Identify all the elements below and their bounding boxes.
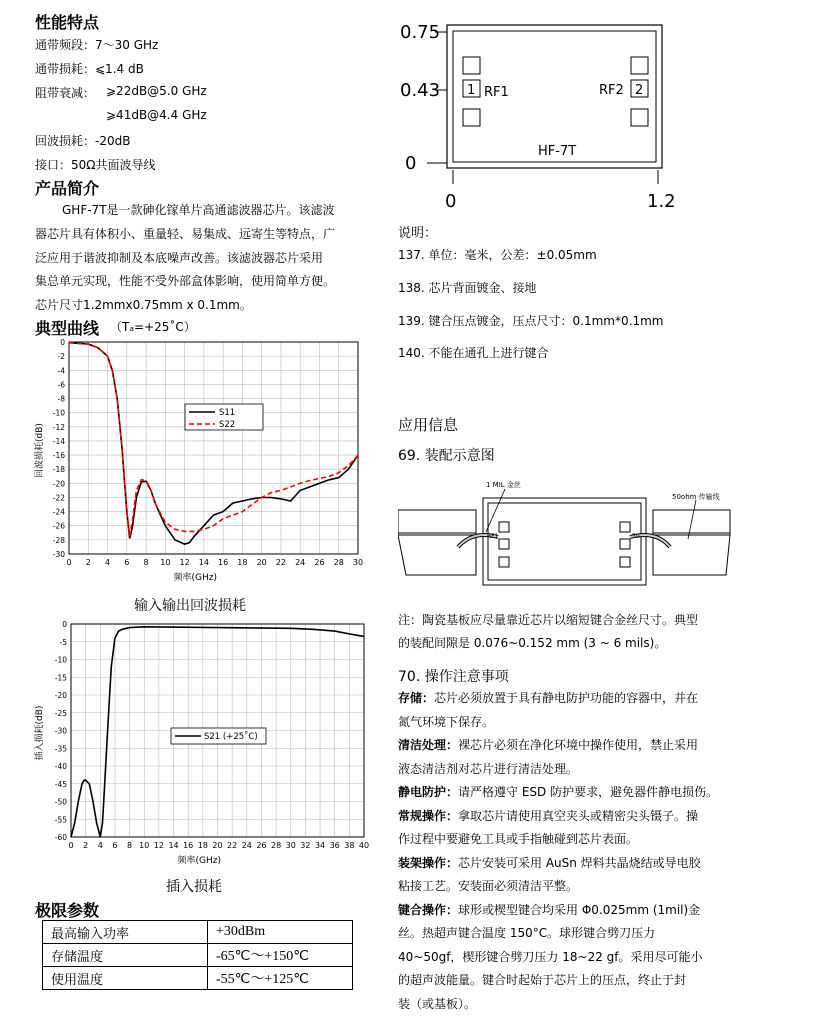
chart1-caption: 输入输出回波损耗 (134, 595, 246, 615)
intro-line: 集总单元实现，性能不受外部盒体影响，使用简单方便。 (35, 272, 335, 289)
intro-line: GHF-7T是一款砷化镓单片高通滤波器芯片。该滤波 (62, 201, 335, 218)
ops-line-text: 请严格遵守 ESD 防护要求，避免器件静电损伤。 (458, 785, 718, 799)
assembly-note: 的装配间隙是 0.076~0.152 mm (3 ~ 6 mils)。 (398, 634, 666, 651)
dim-y-mid: 0.43 (400, 80, 440, 101)
y-tick-label: -6 (58, 380, 66, 389)
note-item: 138. 芯片背面镀金、接地 (398, 279, 537, 296)
y-tick-label: -22 (53, 493, 65, 502)
x-tick-label: 26 (314, 558, 324, 567)
x-tick-label: 22 (276, 558, 286, 567)
x-tick-label: 14 (168, 841, 178, 850)
x-tick-label: 12 (180, 558, 190, 567)
return-loss-chart (28, 336, 370, 592)
ops-line (398, 946, 718, 970)
y-tick-label: -5 (60, 638, 68, 647)
chip-outline-drawing (395, 12, 695, 217)
assembly-diagram (398, 475, 823, 590)
x-tick-label: 16 (218, 558, 228, 567)
y-axis-label: 回波损耗(dB) (33, 423, 45, 478)
dim-x-right: 1.2 (647, 191, 676, 212)
note-item: 139. 键合压点镀金，压点尺寸：0.1mm*0.1mm (398, 312, 663, 329)
x-tick-label: 10 (139, 841, 149, 850)
x-tick-label: 24 (242, 841, 252, 850)
features-title: 性能特点 (35, 10, 99, 33)
curves-condition: （Tₐ=+25˚C） (110, 318, 196, 335)
table-row (43, 921, 353, 944)
notes-title: 说明： (398, 222, 437, 241)
pad1-number: 1 (467, 83, 475, 98)
limit-param: 最高输入功率 (43, 921, 208, 944)
x-tick-label: 34 (315, 841, 325, 850)
ops-list (398, 687, 718, 1016)
x-tick-label: 0 (66, 558, 71, 567)
spec-rejection-2: ⩾41dB@4.4 GHz (106, 108, 207, 122)
line-label: 50ohm 传输线 (672, 492, 720, 501)
spec-return-loss: 回波损耗：-20dB (35, 132, 130, 149)
y-tick-label: -20 (55, 691, 67, 700)
ops-line-heading: 存储： (398, 691, 434, 705)
ops-line (398, 711, 718, 735)
ops-line-text: 裸芯片必须在净化环境中操作使用，禁止采用 (458, 738, 698, 752)
x-tick-label: 16 (183, 841, 193, 850)
ops-line (398, 852, 718, 876)
y-tick-label: 0 (60, 338, 65, 347)
x-tick-label: 4 (98, 841, 103, 850)
ops-line-heading: 常规操作： (398, 809, 458, 823)
assembly-title: 69. 装配示意图 (398, 445, 495, 465)
x-axis-label: 频率(GHz) (178, 854, 222, 866)
pad-label-left: RF1 (487, 533, 499, 540)
pad-square (631, 109, 648, 126)
x-tick-label: 20 (257, 558, 267, 567)
x-tick-label: 14 (199, 558, 209, 567)
note-item: 140. 不能在通孔上进行键合 (398, 344, 549, 361)
ops-line-heading: 清洁处理： (398, 738, 458, 752)
pad-square (463, 57, 480, 74)
pad-square (463, 109, 480, 126)
ops-line (398, 993, 718, 1016)
x-tick-label: 40 (359, 841, 369, 850)
x-tick-label: 32 (300, 841, 310, 850)
ops-line-text: 氮气环境下保存。 (398, 715, 494, 729)
x-tick-label: 36 (330, 841, 340, 850)
ops-line (398, 828, 718, 852)
y-tick-label: -26 (53, 522, 65, 531)
y-tick-label: -24 (53, 508, 65, 517)
limit-value: -65℃～+150℃ (208, 944, 353, 967)
y-tick-label: -10 (53, 409, 65, 418)
ops-line-heading: 装架操作： (398, 856, 458, 870)
assembly-note: 注：陶瓷基板应尽量靠近芯片以缩短键合金丝尺寸。典型 (398, 611, 698, 628)
y-tick-label: -20 (53, 479, 65, 488)
spec-interface: 接口：50Ω共面波导线 (35, 156, 155, 173)
spec-rejection-1: ⩾22dB@5.0 GHz (106, 84, 207, 98)
y-tick-label: -35 (55, 744, 67, 753)
x-tick-label: 20 (212, 841, 222, 850)
x-tick-label: 30 (286, 841, 296, 850)
limit-value: -55℃～+125℃ (208, 967, 353, 990)
x-tick-label: 30 (353, 558, 363, 567)
chart2-caption: 插入损耗 (166, 876, 222, 896)
x-tick-label: 28 (334, 558, 344, 567)
legend-label: S21 (+25˚C) (204, 731, 258, 742)
y-axis-label: 插入损耗(dB) (33, 706, 45, 761)
x-axis-label: 频率(GHz) (174, 571, 218, 583)
rf2-label: RF2 (599, 83, 624, 98)
intro-line: 器芯片具有体积小、重量轻、易集成、远寄生等特点，广 (35, 225, 335, 242)
x-tick-label: 4 (105, 558, 110, 567)
x-tick-label: 18 (198, 841, 208, 850)
y-tick-label: 0 (62, 620, 67, 629)
limit-param: 存储温度 (43, 944, 208, 967)
ops-line (398, 781, 718, 805)
pad2-number: 2 (635, 83, 643, 98)
ops-line (398, 875, 718, 899)
y-tick-label: -12 (53, 423, 65, 432)
ops-line (398, 758, 718, 782)
intro-title: 产品简介 (35, 176, 99, 199)
y-tick-label: -30 (53, 550, 65, 559)
x-tick-label: 10 (160, 558, 170, 567)
spec-passband: 通带频段：7～30 GHz (35, 36, 158, 53)
pad-square (631, 57, 648, 74)
dim-y-top: 0.75 (400, 22, 440, 43)
limit-value: +30dBm (208, 921, 353, 944)
x-tick-label: 8 (127, 841, 132, 850)
y-tick-label: -14 (53, 437, 65, 446)
y-tick-label: -4 (58, 366, 66, 375)
ops-line (398, 899, 718, 923)
ops-line (398, 734, 718, 758)
x-tick-label: 12 (154, 841, 164, 850)
ops-line (398, 922, 718, 946)
intro-line: 芯片尺寸1.2mmx0.75mm x 0.1mm。 (35, 296, 252, 313)
ops-line-text: 装（或基板）。 (398, 997, 476, 1011)
spec-rejection-label: 阻带衰减： (35, 84, 95, 101)
ops-line-heading: 键合操作： (398, 903, 458, 917)
x-tick-label: 2 (86, 558, 91, 567)
intro-line: 泛应用于谐波抑制及本底噪声改善。该滤波器芯片采用 (35, 249, 323, 266)
y-tick-label: -8 (58, 395, 66, 404)
x-tick-label: 28 (271, 841, 281, 850)
rf1-label: RF1 (484, 85, 509, 100)
ops-line-text: 芯片安装可采用 AuSn 焊料共晶烧结或导电胶 (458, 856, 701, 870)
ops-title: 70. 操作注意事项 (398, 666, 509, 686)
y-tick-label: -18 (53, 465, 65, 474)
x-tick-label: 0 (68, 841, 73, 850)
ops-line-text: 液态清洁剂对芯片进行清洁处理。 (398, 762, 578, 776)
table-row (43, 967, 353, 990)
legend-label: S22 (219, 420, 235, 430)
ops-line-text: 的超声波能量。键合时起始于芯片上的压点，终止于封 (398, 973, 686, 987)
y-tick-label: -28 (53, 536, 65, 545)
ops-line-text: 40~50gf，楔形键合劈刀压力 18~22 gf。采用尽可能小 (398, 950, 703, 964)
ops-line (398, 687, 718, 711)
wire-label: 1 MIL 金丝 (486, 480, 521, 489)
x-tick-label: 8 (144, 558, 149, 567)
x-tick-label: 26 (256, 841, 266, 850)
note-item: 137. 单位：毫米，公差：±0.05mm (398, 246, 597, 263)
y-tick-label: -15 (55, 673, 67, 682)
limits-table (42, 920, 353, 990)
y-tick-label: -30 (55, 727, 67, 736)
insertion-loss-chart (28, 618, 370, 876)
ops-line-text: 芯片必须放置于具有静电防护功能的容器中，并在 (434, 691, 698, 705)
y-tick-label: -55 (55, 815, 67, 824)
y-tick-label: -10 (55, 656, 67, 665)
x-tick-label: 22 (227, 841, 237, 850)
y-tick-label: -25 (55, 709, 67, 718)
y-tick-label: -16 (53, 451, 65, 460)
x-tick-label: 6 (112, 841, 117, 850)
y-tick-label: -60 (55, 833, 67, 842)
ops-line-text: 球形或楔型键合均采用 Φ0.025mm (1mil)金 (458, 903, 700, 917)
ops-line (398, 969, 718, 993)
x-tick-label: 6 (124, 558, 129, 567)
limit-param: 使用温度 (43, 967, 208, 990)
x-tick-label: 24 (295, 558, 305, 567)
legend-label: S11 (219, 408, 235, 418)
app-title: 应用信息 (398, 414, 458, 435)
chip-name: HF-7T (538, 144, 576, 159)
y-tick-label: -50 (55, 798, 67, 807)
ops-line-heading: 静电防护： (398, 785, 458, 799)
ops-line-text: 拿取芯片请使用真空夹头或精密尖头镊子。操 (458, 809, 698, 823)
x-tick-label: 2 (83, 841, 88, 850)
pad-label-right: 50 (632, 533, 640, 540)
curves-title: 典型曲线 (35, 316, 99, 339)
y-tick-label: -2 (58, 352, 66, 361)
limits-title: 极限参数 (35, 898, 99, 921)
x-tick-label: 38 (344, 841, 354, 850)
ops-line-text: 作过程中要避免工具或手指触碰到芯片表面。 (398, 832, 638, 846)
y-tick-label: -45 (55, 780, 67, 789)
table-row (43, 944, 353, 967)
x-tick-label: 18 (237, 558, 247, 567)
dim-y-zero: 0 (405, 153, 416, 174)
ops-line-text: 丝。热超声键合温度 150°C。球形键合劈刀压力 (398, 926, 655, 940)
y-tick-label: -40 (55, 762, 67, 771)
dim-x-zero: 0 (445, 191, 456, 212)
ops-line (398, 805, 718, 829)
spec-insertion-loss: 通带损耗：⩽1.4 dB (35, 60, 144, 77)
ops-line-text: 粘接工艺。安装面必须清洁平整。 (398, 879, 578, 893)
